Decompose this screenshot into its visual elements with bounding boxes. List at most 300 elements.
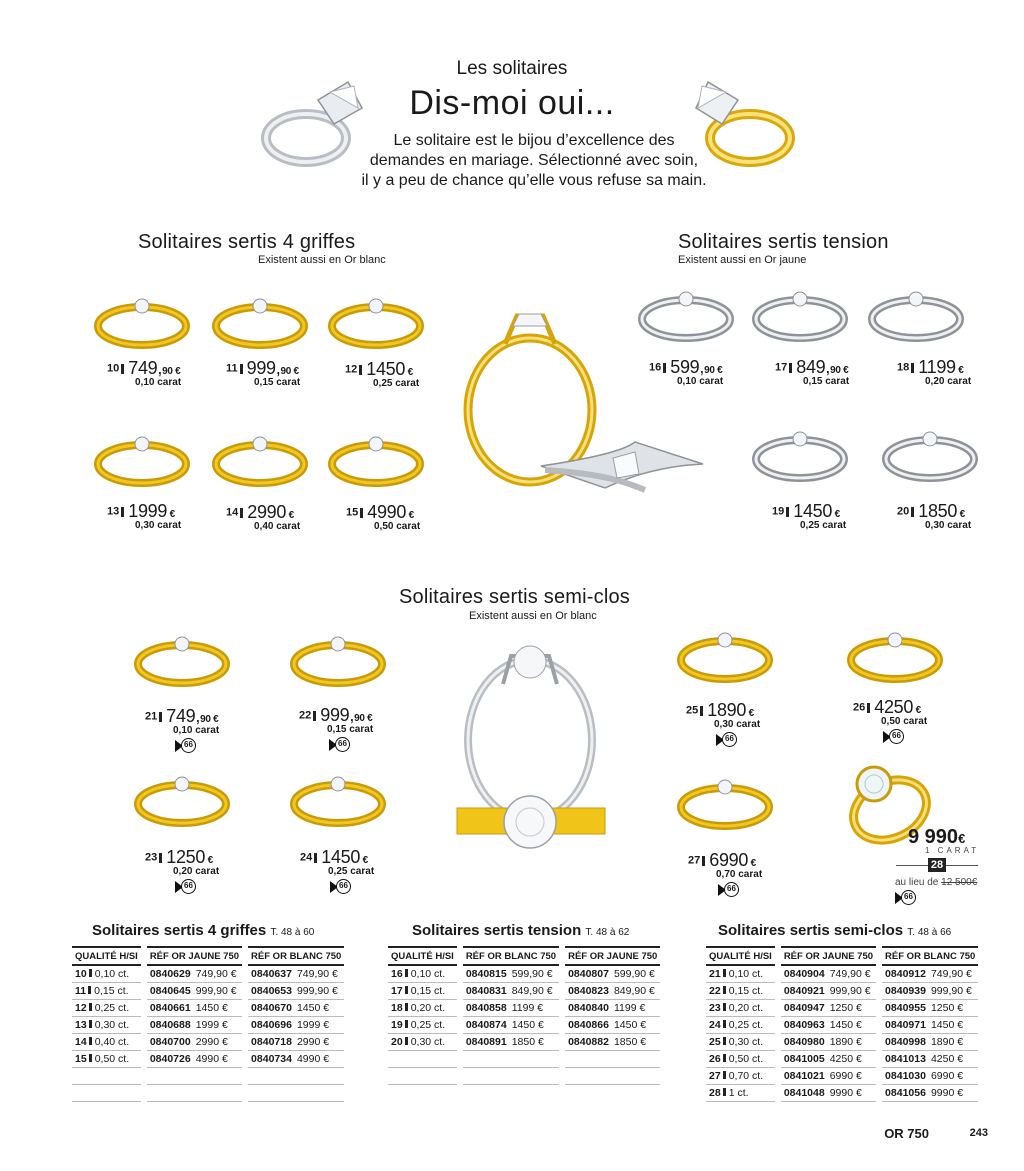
reference-price: 9990 €	[829, 1086, 862, 1099]
price-label	[299, 705, 373, 756]
table-size-range: T. 48 à 66	[907, 927, 952, 938]
price-suffix: €	[167, 509, 175, 520]
reference-price: 1450 €	[613, 1018, 647, 1031]
product-carat: 0,15 carat	[327, 724, 374, 735]
reference-code: 0840653	[251, 984, 292, 997]
product-carat: 0,10 carat	[677, 376, 724, 387]
empty-cell	[147, 1084, 242, 1101]
product-price: 4990 €	[367, 502, 414, 522]
table-title-text: Solitaires sertis tension	[412, 922, 586, 939]
product-price: 749,90 €	[166, 706, 219, 726]
reference-code: 0840815	[465, 967, 507, 980]
section-title: Solitaires sertis semi-clos	[399, 586, 631, 608]
reference-cell	[248, 999, 344, 1016]
empty-cell	[72, 1084, 141, 1101]
product-carat: 0,30 carat	[925, 520, 972, 531]
badge-number: 66	[336, 879, 351, 894]
price-suffix: €	[360, 855, 368, 866]
reference-price: 749,90 €	[829, 967, 871, 980]
product-number: 11	[226, 362, 238, 375]
product-carat: 0,25 carat	[373, 378, 420, 389]
reference-cell	[248, 1050, 344, 1067]
reference-price: 4250 €	[930, 1052, 964, 1065]
price-label	[649, 357, 723, 387]
price-suffix: €	[286, 510, 294, 521]
product-ring-14	[210, 430, 310, 492]
number-marker	[121, 364, 124, 374]
number-marker	[911, 363, 914, 373]
reference-code: 0840734	[251, 1052, 292, 1065]
price-suffix: 90 €	[162, 366, 181, 377]
reference-cell	[781, 999, 876, 1016]
product-carat: 0,50 carat	[374, 521, 421, 532]
row-number: 21	[709, 967, 721, 980]
section-subtitle: Existent aussi en Or jaune	[678, 254, 807, 266]
product-price: 1199 €	[918, 357, 964, 377]
number-marker	[405, 1037, 408, 1045]
reference-price: 1850 €	[511, 1035, 544, 1048]
reference-code: 0840696	[251, 1018, 292, 1031]
product-price: 1450 €	[321, 847, 368, 867]
price-suffix: €	[406, 510, 414, 521]
reference-cell	[463, 965, 559, 982]
product-number: 16	[649, 361, 662, 374]
price-label	[226, 502, 300, 532]
row-number: 26	[709, 1052, 721, 1065]
product-price: 1450 €	[366, 359, 413, 379]
empty-cell	[565, 1050, 660, 1067]
reference-cell	[781, 1050, 876, 1067]
featured-price-value: 9 990	[908, 826, 959, 848]
reference-cell	[882, 1084, 978, 1101]
number-marker	[789, 363, 792, 373]
product-number: 20	[897, 505, 910, 518]
number-marker	[405, 1020, 408, 1028]
price-label	[897, 501, 971, 531]
table-size-range: T. 48 à 62	[585, 927, 630, 938]
reference-code: 0840840	[568, 1001, 609, 1014]
table-row	[72, 965, 344, 982]
reference-code: 0840645	[149, 984, 191, 997]
carat-value: 1 ct.	[728, 1086, 749, 1099]
reference-cell	[882, 1050, 978, 1067]
product-carat: 0,70 carat	[716, 869, 763, 880]
product-number: 14	[226, 506, 239, 519]
number-marker	[405, 969, 408, 977]
reference-code: 0841021	[783, 1069, 825, 1082]
product-ring-11	[210, 292, 310, 354]
reference-code: 0841013	[885, 1052, 926, 1065]
quality-cell	[72, 965, 141, 982]
product-number: 17	[775, 361, 788, 374]
carat-value: 0,70 ct.	[728, 1069, 764, 1082]
reference-price: 999,90 €	[296, 984, 338, 997]
empty-row	[388, 1050, 660, 1067]
reference-price: 999,90 €	[930, 984, 972, 997]
price-label	[145, 847, 219, 898]
reference-price: 1450 €	[511, 1018, 544, 1031]
table-row	[388, 999, 660, 1016]
product-number: 15	[346, 506, 359, 519]
badge-number: 66	[181, 738, 196, 753]
quality-cell	[388, 1033, 457, 1050]
intro-line: demandes en mariage. Sélectionné avec soin,	[369, 152, 699, 169]
empty-row	[72, 1084, 344, 1101]
number-marker	[405, 986, 408, 994]
reference-cell	[147, 965, 242, 982]
carat-value: 0,15 ct.	[410, 984, 446, 997]
product-carat: 0,15 carat	[254, 377, 301, 388]
featured-carat: 1 CARAT	[925, 846, 980, 855]
row-number: 23	[709, 1001, 721, 1014]
reference-cell	[147, 1016, 242, 1033]
number-marker	[702, 856, 705, 866]
reference-code: 0840807	[568, 967, 609, 980]
product-ring-20	[880, 425, 980, 487]
number-marker	[723, 1088, 726, 1096]
product-ring-18	[866, 285, 966, 347]
number-marker	[723, 986, 726, 994]
carat-value: 0,15 ct.	[94, 984, 129, 997]
column-header: RÉF OR JAUNE 750	[147, 947, 242, 965]
reference-price: 1199 €	[511, 1001, 544, 1014]
reference-cell	[248, 1033, 344, 1050]
price-label	[346, 502, 420, 532]
number-marker	[121, 507, 124, 517]
carat-value: 0,30 ct.	[94, 1018, 130, 1031]
quality-cell	[72, 1050, 141, 1067]
reference-price: 749,90 €	[195, 967, 237, 980]
reference-cell	[463, 1016, 559, 1033]
reference-code: 0840688	[149, 1018, 191, 1031]
section-griffes-heading	[138, 231, 355, 254]
table-row	[388, 965, 660, 982]
reference-price: 849,90 €	[613, 984, 655, 997]
carat-value: 0,10 ct.	[94, 967, 130, 980]
number-marker	[360, 508, 363, 518]
price-suffix: €	[748, 858, 756, 869]
product-number: 12	[345, 363, 358, 376]
carat-value: 0,25 ct.	[94, 1001, 130, 1014]
table-row	[706, 982, 978, 999]
reference-cell	[781, 1067, 876, 1084]
row-number: 27	[709, 1069, 721, 1082]
reference-cell	[882, 982, 978, 999]
table-title-text: Solitaires sertis semi-clos	[718, 922, 908, 939]
product-ring-17	[750, 285, 850, 347]
reference-cell	[463, 1033, 559, 1050]
quality-cell	[706, 982, 775, 999]
quality-cell	[388, 999, 457, 1016]
product-carat: 0,30 carat	[714, 719, 761, 730]
reference-cell	[463, 999, 559, 1016]
reference-cell	[882, 965, 978, 982]
footer-collection: OR 750	[884, 1126, 929, 1141]
product-ring-27	[675, 773, 775, 835]
reference-code: 0840904	[783, 967, 825, 980]
quality-cell	[388, 982, 457, 999]
carat-value: 0,10 ct.	[410, 967, 446, 980]
product-carat: 0,15 carat	[803, 376, 850, 387]
product-price: 1999 €	[128, 501, 175, 521]
product-ring-22	[288, 630, 388, 692]
product-number: 25	[686, 704, 699, 717]
table-row	[706, 1050, 978, 1067]
reference-price: 1999 €	[195, 1018, 228, 1031]
reference-cell	[781, 1084, 876, 1101]
product-number: 24	[300, 851, 313, 864]
product-price: 1890 €	[707, 700, 754, 720]
product-ring-23	[132, 770, 232, 832]
product-ring-25	[675, 626, 775, 688]
header-intro	[300, 131, 768, 191]
reference-price: 749,90 €	[296, 967, 338, 980]
number-marker	[359, 365, 362, 375]
carat-value: 0,30 ct.	[410, 1035, 446, 1048]
section-title: Solitaires sertis tension	[678, 231, 889, 253]
quality-cell	[388, 1016, 457, 1033]
reference-price: 1199 €	[613, 1001, 646, 1014]
row-number: 24	[709, 1018, 721, 1031]
table-row	[72, 999, 344, 1016]
number-marker	[723, 1003, 726, 1011]
price-suffix: 90 €	[200, 714, 219, 725]
reference-code: 0841056	[885, 1086, 926, 1099]
product-ring-10	[92, 292, 192, 354]
reference-code: 0841005	[783, 1052, 825, 1065]
table-row	[388, 1016, 660, 1033]
intro-line: il y a peu de chance qu’elle vous refuse sa main.	[361, 172, 707, 189]
reference-cell	[882, 1016, 978, 1033]
reference-price: 1450 €	[296, 1001, 330, 1014]
section-semiclos-heading	[399, 586, 630, 609]
table-row	[388, 1033, 660, 1050]
reference-price: 599,90 €	[511, 967, 553, 980]
number-marker	[89, 1037, 92, 1045]
table-title	[412, 922, 629, 939]
empty-cell	[565, 1067, 660, 1084]
price-label	[107, 358, 181, 388]
product-price: 599,90 €	[670, 357, 723, 377]
number-marker	[159, 712, 162, 722]
table-row	[706, 1084, 978, 1101]
section-title: Solitaires sertis 4 griffes	[138, 231, 356, 253]
row-number: 18	[391, 1001, 403, 1014]
number-marker	[700, 706, 703, 716]
empty-cell	[248, 1084, 344, 1101]
reference-price: 4990 €	[296, 1052, 330, 1065]
row-number: 15	[75, 1052, 87, 1065]
number-marker	[89, 1003, 92, 1011]
table-row	[706, 1067, 978, 1084]
number-marker	[89, 969, 92, 977]
carat-value: 0,10 ct.	[728, 967, 764, 980]
carat-value: 0,25 ct.	[410, 1018, 446, 1031]
row-number: 19	[391, 1018, 403, 1031]
table-title	[718, 922, 951, 939]
reference-code: 0841030	[885, 1069, 926, 1082]
empty-cell	[463, 1067, 559, 1084]
quality-cell	[72, 982, 141, 999]
page-number: 243	[969, 1127, 988, 1139]
quality-cell	[706, 1050, 775, 1067]
quality-cell	[72, 999, 141, 1016]
reference-code: 0840921	[783, 984, 825, 997]
reference-price: 9990 €	[930, 1086, 964, 1099]
price-label	[772, 501, 846, 531]
product-ring-13	[92, 430, 192, 492]
bow-66-badge	[895, 890, 916, 905]
product-price: 1850 €	[918, 501, 965, 521]
featured-currency: €	[958, 831, 966, 846]
product-carat: 0,25 carat	[800, 520, 847, 531]
reference-price: 1250 €	[930, 1001, 964, 1014]
reference-price: 749,90 €	[930, 967, 972, 980]
quality-cell	[706, 1084, 775, 1101]
price-label	[107, 501, 181, 531]
column-header: RÉF OR BLANC 750	[248, 947, 344, 965]
carat-value: 0,30 ct.	[728, 1035, 764, 1048]
product-ring-24	[288, 770, 388, 832]
product-price: 749,90 €	[128, 358, 181, 378]
product-number: 13	[107, 505, 120, 518]
reference-price: 4990 €	[195, 1052, 228, 1065]
number-marker	[723, 1071, 726, 1079]
bow-66-badge	[716, 732, 737, 747]
table-row	[72, 982, 344, 999]
price-suffix: €	[957, 509, 965, 520]
price-suffix: 90 €	[354, 713, 373, 724]
reference-cell	[565, 1033, 660, 1050]
product-ring-16	[636, 285, 736, 347]
product-price: 4250 €	[874, 697, 921, 717]
product-price: 6990 €	[709, 850, 756, 870]
number-marker	[723, 1020, 726, 1028]
product-carat: 0,50 carat	[881, 716, 928, 727]
reference-price: 1450 €	[829, 1018, 862, 1031]
table-row	[72, 1033, 344, 1050]
badge-number: 66	[724, 882, 739, 897]
product-number: 23	[145, 851, 158, 864]
badge-number: 66	[889, 729, 904, 744]
bow-66-badge	[330, 879, 351, 894]
price-label	[686, 700, 760, 751]
quality-cell	[72, 1016, 141, 1033]
reference-price: 6990 €	[930, 1069, 964, 1082]
reference-code: 0840629	[149, 967, 191, 980]
product-price: 2990 €	[247, 502, 294, 522]
bow-66-badge	[718, 882, 739, 897]
reference-cell	[248, 965, 344, 982]
reference-code: 0840700	[149, 1035, 191, 1048]
reference-code: 0841048	[783, 1086, 825, 1099]
column-header: QUALITÉ H/SI	[706, 947, 775, 965]
row-number: 20	[391, 1035, 403, 1048]
reference-cell	[781, 965, 876, 982]
column-header: RÉF OR BLANC 750	[882, 947, 978, 965]
row-number: 11	[75, 984, 87, 997]
reference-cell	[147, 982, 242, 999]
reference-price: 1250 €	[829, 1001, 862, 1014]
reference-price: 6990 €	[829, 1069, 862, 1082]
product-number: 26	[853, 701, 866, 714]
price-label	[226, 358, 300, 388]
product-number: 19	[772, 505, 785, 518]
number-marker	[911, 507, 914, 517]
price-suffix: €	[205, 855, 213, 866]
reference-code: 0840980	[783, 1035, 825, 1048]
number-marker	[723, 969, 726, 977]
reference-price: 999,90 €	[829, 984, 871, 997]
reference-code: 0840939	[885, 984, 926, 997]
empty-cell	[463, 1050, 559, 1067]
price-suffix: 90 €	[704, 365, 723, 376]
product-ring-19	[750, 425, 850, 487]
number-marker	[159, 853, 162, 863]
product-number: 21	[145, 710, 158, 723]
price-label	[853, 697, 927, 748]
reference-code: 0840912	[885, 967, 926, 980]
empty-row	[72, 1067, 344, 1084]
price-label	[775, 357, 849, 387]
number-marker	[89, 1054, 92, 1062]
reference-table	[72, 946, 344, 1102]
product-carat: 0,10 carat	[173, 725, 220, 736]
quality-cell	[706, 965, 775, 982]
price-suffix: €	[913, 705, 921, 716]
number-marker	[723, 1037, 726, 1045]
reference-cell	[248, 1016, 344, 1033]
reference-code: 0840891	[465, 1035, 507, 1048]
reference-price: 1999 €	[296, 1018, 330, 1031]
bow-66-badge	[175, 738, 196, 753]
price-label	[300, 847, 374, 898]
featured-was-price	[895, 877, 977, 888]
empty-cell	[388, 1067, 457, 1084]
number-marker	[663, 363, 666, 373]
carat-value: 0,15 ct.	[728, 984, 764, 997]
column-header: RÉF OR JAUNE 750	[781, 947, 876, 965]
reference-cell	[882, 999, 978, 1016]
table-size-range: T. 48 à 60	[270, 927, 315, 938]
quality-cell	[706, 999, 775, 1016]
empty-cell	[147, 1067, 242, 1084]
column-header: QUALITÉ H/SI	[72, 947, 141, 965]
reference-cell	[882, 1067, 978, 1084]
badge-number: 66	[901, 890, 916, 905]
carat-value: 0,20 ct.	[728, 1001, 764, 1014]
quality-cell	[72, 1033, 141, 1050]
number-marker	[240, 364, 243, 374]
price-suffix: 90 €	[280, 366, 299, 377]
reference-table	[706, 946, 978, 1102]
price-suffix: €	[832, 509, 840, 520]
reference-code: 0840998	[885, 1035, 926, 1048]
reference-code: 0840718	[251, 1035, 292, 1048]
featured-was-value: 12 500€	[941, 877, 978, 888]
reference-code: 0840637	[251, 967, 292, 980]
product-price: 999,90 €	[246, 358, 299, 378]
header-title: Dis-moi oui...	[409, 84, 615, 122]
quality-cell	[388, 965, 457, 982]
reference-code: 0840726	[149, 1052, 191, 1065]
product-price: 849,90 €	[796, 357, 849, 377]
product-number: 10	[107, 362, 120, 375]
product-carat: 0,25 carat	[328, 866, 375, 877]
carat-value: 0,50 ct.	[728, 1052, 764, 1065]
reference-code: 0840874	[465, 1018, 507, 1031]
number-marker	[240, 508, 243, 518]
